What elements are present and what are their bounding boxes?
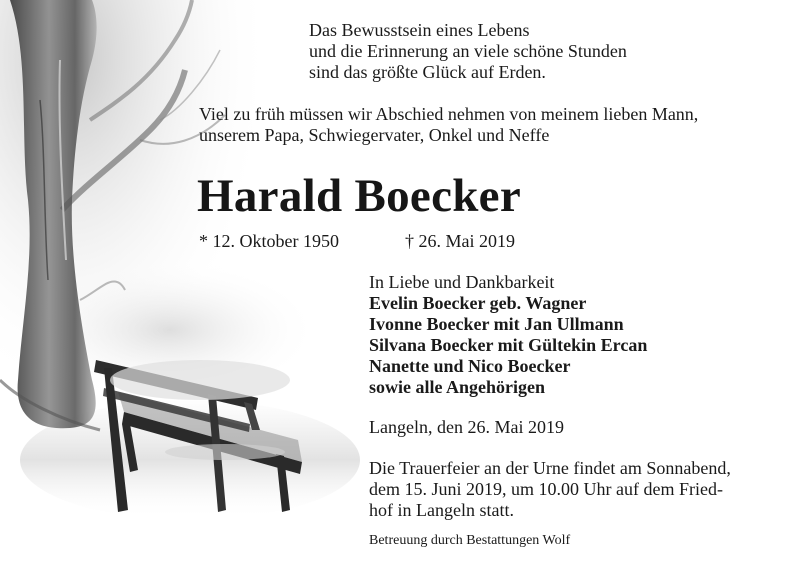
deceased-name: Harald Boecker [197, 170, 521, 222]
funeral-info [369, 458, 731, 521]
funeral-line: dem 15. Juni 2019, um 10.00 Uhr auf dem Fried- [369, 479, 723, 499]
mourner-name: Ivonne Boecker mit Jan Ullmann [369, 314, 624, 334]
funeral-line: hof in Langeln statt. [369, 500, 514, 520]
mourner-name: Evelin Boecker geb. Wagner [369, 293, 587, 313]
undertaker-credit: Betreuung durch Bestattungen Wolf [369, 533, 571, 548]
motto-line: und die Erinnerung an viele schöne Stunden [309, 41, 627, 61]
mourner-name: sowie alle Angehörigen [369, 377, 545, 397]
intro-line: unserem Papa, Schwiegervater, Onkel und Neffe [199, 125, 550, 145]
intro-line: Viel zu früh müssen wir Abschied nehmen von meinem lieben Mann, [199, 104, 699, 124]
motto-line: Das Bewusstsein eines Lebens [309, 20, 530, 40]
death-date: † 26. Mai 2019 [405, 231, 515, 251]
mourner-name: Nanette und Nico Boecker [369, 356, 571, 376]
mourners-heading: In Liebe und Dankbarkeit [369, 272, 555, 292]
place-and-date: Langeln, den 26. Mai 2019 [369, 417, 564, 437]
motto-line: sind das größte Glück auf Erden. [309, 62, 546, 82]
mourners-block [369, 272, 647, 398]
birth-date: * 12. Oktober 1950 [199, 231, 339, 251]
intro-text [199, 104, 698, 146]
funeral-line: Die Trauerfeier an der Urne findet am Sonnabend, [369, 458, 731, 478]
mourner-name: Silvana Boecker mit Gültekin Ercan [369, 335, 648, 355]
motto-verse [309, 20, 627, 83]
